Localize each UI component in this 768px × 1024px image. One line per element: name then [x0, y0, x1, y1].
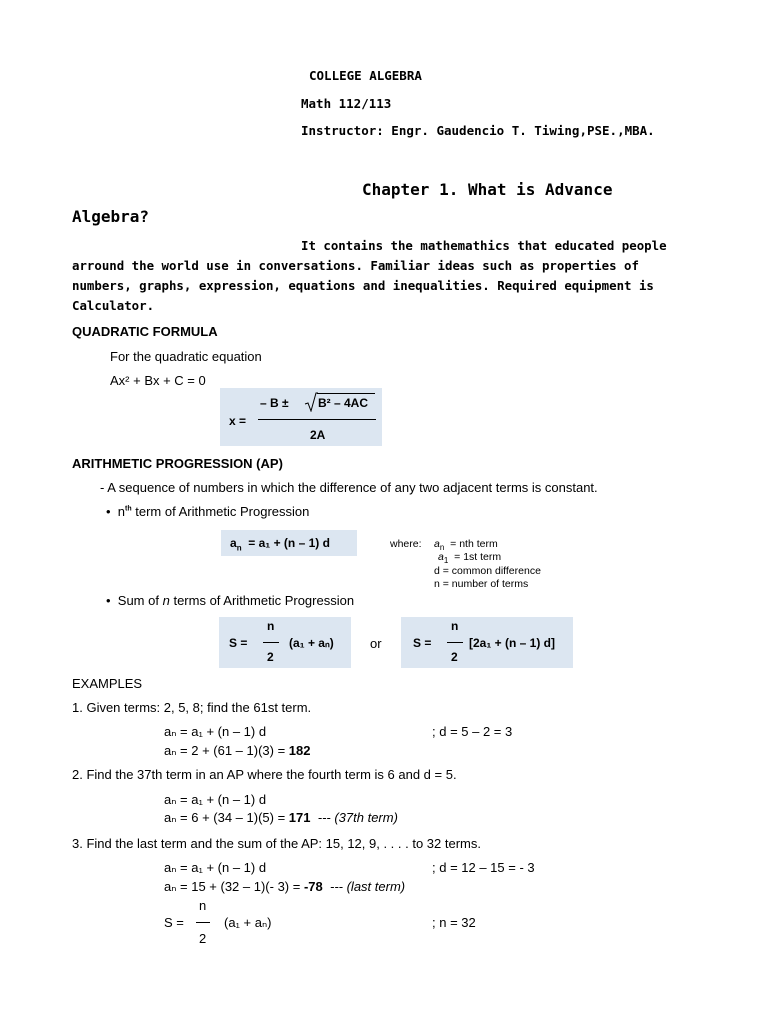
- example-1-question: 1. Given terms: 2, 5, 8; find the 61st term.: [72, 700, 312, 715]
- example-3-sum-fraction-line: [196, 922, 210, 923]
- sum1-fraction-line: [263, 642, 279, 643]
- where-a1: $a_1 = 1st$ term: [438, 551, 502, 566]
- formula-radicand: B² – 4AC: [318, 396, 369, 410]
- sum2-num: n: [451, 619, 459, 633]
- example-3-n: ; n = 32: [432, 915, 476, 930]
- chapter-title-line1: Chapter 1. What is Advance: [362, 180, 613, 199]
- sum1-lhs: S =: [229, 636, 248, 650]
- chapter-title-line2: Algebra?: [72, 207, 150, 226]
- ap-nth-formula-box: [221, 530, 357, 556]
- sum2-lhs: S =: [413, 636, 432, 650]
- instructor: Instructor: Engr. Gaudencio T. Tiwing,PSE.,MBA.: [301, 123, 655, 138]
- intro-line-4: Calculator.: [72, 298, 155, 313]
- example-3-sum-lhs: S =: [164, 915, 184, 930]
- quadratic-heading: QUADRATIC FORMULA: [72, 324, 218, 339]
- intro-line-1: It contains the mathemathics that educated people: [301, 238, 667, 253]
- course-title: COLLEGE ALGEBRA: [309, 68, 422, 83]
- example-3-line-1: aₙ = a₁ + (n – 1) d: [164, 860, 267, 875]
- example-3-sum-rest: (a₁ + aₙ): [224, 915, 272, 930]
- sum2-rest: [2a₁ + (n – 1) d]: [469, 636, 555, 650]
- ap-sum-formula-box-1: [219, 617, 351, 668]
- sum2-den: 2: [451, 650, 458, 664]
- example-3-sum-num: n: [199, 898, 207, 913]
- example-3-sum-den: 2: [199, 931, 207, 946]
- where-n: n = number of terms: [434, 578, 529, 590]
- example-3-line-2: aₙ = 15 + (32 – 1)(- 3) = -78 --- (last term): [164, 879, 406, 894]
- radical-sign: [304, 392, 318, 412]
- ap-nth-formula: $a_n = a_1 + (n - 1)$ d: [230, 536, 330, 553]
- quadratic-equation: Ax² + Bx + C = 0: [110, 373, 206, 388]
- sum2-fraction-line: [447, 642, 463, 643]
- formula-numerator: – B ±: [260, 396, 289, 410]
- example-3-question: 3. Find the last term and the sum of the AP: 15, 12, 9, . . . . to 32 terms.: [72, 836, 481, 851]
- or-label: or: [370, 636, 382, 651]
- ap-sum-bullet: • Sum of n terms of Arithmetic Progression: [106, 593, 355, 608]
- where-label: where:: [390, 538, 422, 550]
- example-1-line-2: aₙ = 2 + (61 – 1)(3) = 182: [164, 743, 311, 758]
- radical-bar: [317, 393, 375, 394]
- intro-line-2: arround the world use in conversations. Familiar ideas such as properties of: [72, 258, 639, 273]
- ap-heading: ARITHMETIC PROGRESSION (AP): [72, 456, 283, 471]
- where-an: $a_n$ = nth term: [434, 538, 498, 553]
- course-code: Math 112/113: [301, 96, 392, 111]
- sum1-den: 2: [267, 650, 274, 664]
- sum1-num: n: [267, 619, 275, 633]
- ap-sum-formula-box-2: [401, 617, 573, 668]
- example-2-line-2: aₙ = 6 + (34 – 1)(5) = 171 --- (37th term): [164, 810, 398, 825]
- quadratic-formula-box: [220, 388, 382, 446]
- intro-line-3: numbers, graphs, expression, equations and inequalities. Required equipment is: [72, 278, 654, 293]
- formula-denominator: 2A: [310, 428, 326, 442]
- quadratic-lead: For the quadratic equation: [110, 349, 262, 364]
- formula-lhs: x =: [229, 414, 247, 428]
- ap-nth-label: term of Arithmetic Progression: [135, 504, 310, 519]
- example-2-question: 2. Find the 37th term in an AP where the fourth term is 6 and d = 5.: [72, 767, 457, 782]
- formula-fraction-line: [258, 419, 376, 420]
- where-d: d = common difference: [434, 565, 541, 577]
- example-1-d: ; d = 5 – 2 = 3: [432, 724, 513, 739]
- ap-nth-bullet: • $n^{th}$ term of Arithmetic Progression: [106, 504, 310, 519]
- example-2-line-1: aₙ = a₁ + (n – 1) d: [164, 792, 267, 807]
- ap-definition: - A sequence of numbers in which the difference of any two adjacent terms is constant.: [100, 480, 598, 495]
- examples-heading: EXAMPLES: [72, 676, 143, 691]
- example-1-line-1: aₙ = a₁ + (n – 1) d: [164, 724, 267, 739]
- sum1-rest: (a₁ + aₙ): [289, 636, 334, 650]
- example-3-d: ; d = 12 – 15 = - 3: [432, 860, 535, 875]
